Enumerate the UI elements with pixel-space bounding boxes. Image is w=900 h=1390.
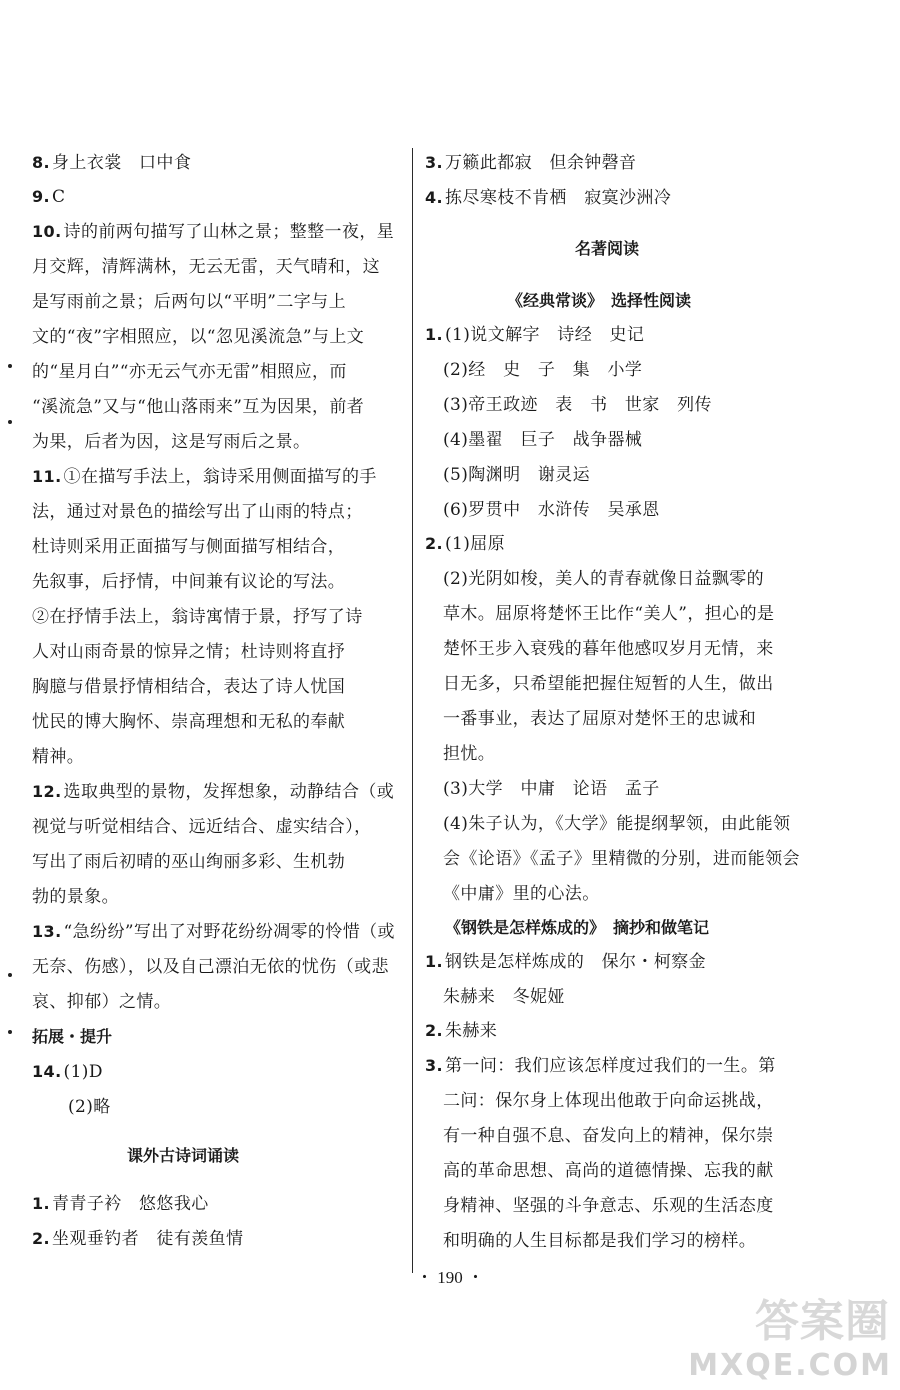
watermark-url: MXQE.COM	[688, 1348, 892, 1383]
gangtie-answer-2: 2. 朱赫来	[425, 1021, 498, 1041]
scan-mark	[8, 973, 12, 977]
section-heading-jingdian: 《经典常谈》 选择性阅读	[507, 291, 692, 310]
section-heading-gangtie: 《钢铁是怎样炼成的》 摘抄和做笔记	[445, 918, 710, 937]
scan-mark	[8, 420, 12, 424]
extra-answer-4: 4. 拣尽寒枝不肯栖 寂寞沙洲冷	[425, 188, 672, 208]
answer-8: 8. 身上衣裳 口中食	[32, 153, 192, 173]
page-number: ・ 190 ・	[416, 1268, 484, 1287]
extra-answer-2: 2. 坐观垂钓者 徒有羡鱼情	[32, 1229, 244, 1249]
scan-mark	[8, 364, 12, 368]
section-heading-extra-poems: 课外古诗词诵读	[127, 1146, 240, 1165]
answer-9: 9. C	[32, 187, 66, 207]
extra-answer-3: 3. 万籁此都寂 但余钟磬音	[425, 153, 637, 173]
extra-answer-1: 1. 青青子衿 悠悠我心	[32, 1194, 209, 1214]
column-divider	[412, 148, 413, 1273]
watermark-logo: 答案圈	[755, 1296, 890, 1347]
scan-mark	[8, 1030, 12, 1034]
section-heading-classics: 名著阅读	[575, 239, 640, 258]
section-heading-extend: 拓展・提升	[32, 1027, 113, 1046]
